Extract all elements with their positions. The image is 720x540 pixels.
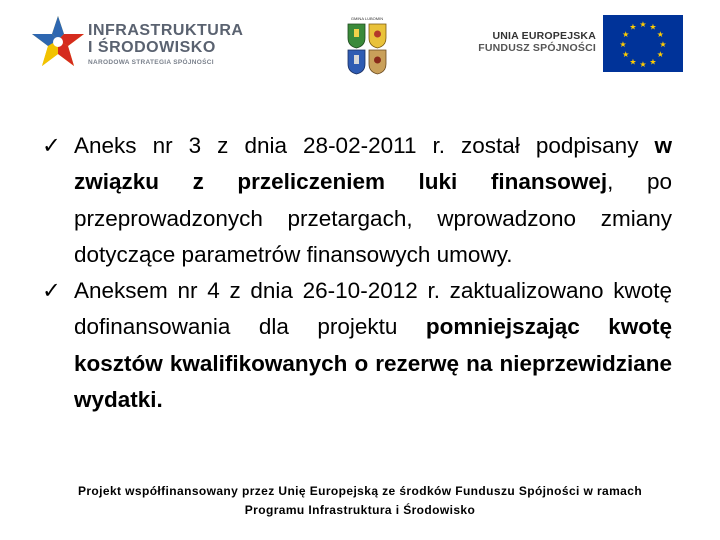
svg-text:★: ★ (649, 57, 657, 67)
logo-title-line1: INFRASTRUKTURA (88, 22, 244, 39)
footer-line2: Programu Infrastruktura i Środowisko (244, 503, 476, 517)
svg-text:★: ★ (622, 30, 630, 39)
eu-flag-icon (603, 15, 683, 72)
bullet-1-text-start: Aneks nr 3 z dnia 28-02-2011 r. został podpisany (74, 133, 655, 158)
eu-fund: FUNDUSZ SPÓJNOŚCI (478, 42, 596, 54)
footer-note (18, 482, 702, 520)
bullet-1-text-end: , po przeprowadzonych przetargach, wprowadzono zmiany dotyczące parametrów finansowych umowy. (74, 169, 672, 267)
svg-text:★: ★ (639, 20, 647, 29)
footer-line1: Projekt współfinansowany przez Unię Europejską ze środków Funduszu Spójności w ramach (77, 484, 643, 498)
checkmark-icon: ✓ (42, 133, 61, 158)
crests-caption: GMINA LUBOMIN (350, 16, 384, 21)
svg-text:★: ★ (656, 30, 664, 39)
svg-text:★: ★ (656, 50, 664, 59)
svg-text:★: ★ (622, 50, 630, 59)
main-content (42, 128, 672, 418)
municipal-crests (344, 16, 390, 74)
star-logo-icon (28, 14, 92, 76)
crests-icon (344, 21, 390, 79)
svg-text:★: ★ (659, 40, 667, 49)
bullet-2-bold: pomniejszając kwotę kosztów kwalifikowanych o rezerwę na nieprzewidziane wydatki. (74, 314, 672, 413)
bullet-2-text-start: Aneksem nr 4 z dnia 26-10-2012 r. zaktualizowano kwotę dofinansowania dla projektu (74, 278, 672, 340)
eu-name: UNIA EUROPEJSKA (492, 30, 596, 42)
bullet-item-2 (42, 273, 672, 418)
svg-text:★: ★ (649, 22, 657, 32)
infrastruktura-logo (28, 14, 244, 76)
logo-title-line2: I ŚRODOWISKO (88, 39, 216, 56)
checkmark-icon: ✓ (42, 278, 61, 304)
bullet-1-bold: w związku z przeliczeniem luki finansowej (74, 133, 672, 195)
svg-text:★: ★ (629, 22, 637, 32)
svg-text:★: ★ (619, 40, 627, 49)
eu-logo-text (478, 30, 596, 54)
svg-text:★: ★ (639, 60, 647, 69)
bullet-item-1 (42, 128, 672, 273)
svg-text:★: ★ (629, 57, 637, 67)
logo-subtitle: NARODOWA STRATEGIA SPÓJNOŚCI (88, 59, 214, 66)
